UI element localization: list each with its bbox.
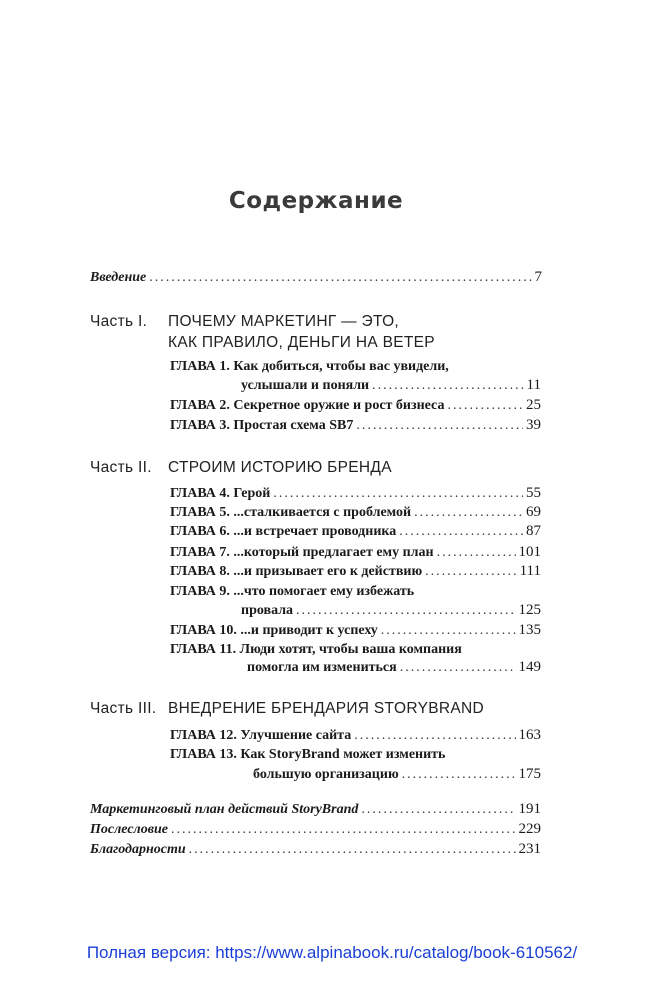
toc-page-number: 25 <box>526 397 541 413</box>
part-heading-3 <box>90 699 484 719</box>
toc-page-number: 55 <box>526 485 541 501</box>
toc-entry-chapter-10[interactable] <box>170 621 541 640</box>
toc-entry-label: ГЛАВА 4. Герой <box>170 486 271 501</box>
toc-entry-label: Введение <box>90 270 147 285</box>
toc-chapter-line: ГЛАВА 1. Как добиться, чтобы вас увидели, <box>170 359 449 374</box>
dot-leader <box>171 821 516 839</box>
part-title-line2: КАК ПРАВИЛО, ДЕНЬГИ НА ВЕТЕР <box>168 334 435 351</box>
dot-leader <box>381 622 516 640</box>
page-title: Содержание <box>228 188 404 214</box>
toc-chapter-line: ГЛАВА 11. Люди хотят, чтобы ваша компания <box>170 642 462 657</box>
toc-page-number: 125 <box>518 602 541 618</box>
toc-page-number: 69 <box>526 504 541 520</box>
toc-entry-chapter-6[interactable] <box>170 522 541 541</box>
full-version-link[interactable]: Полная версия: https://www.alpinabook.ru/catalog/book-610562/ <box>86 943 578 962</box>
toc-entry-chapter-1[interactable] <box>241 376 541 395</box>
toc-entry-label: ГЛАВА 2. Секретное оружие и рост бизнеса <box>170 398 445 413</box>
toc-entry-chapter-4[interactable] <box>170 484 541 503</box>
dot-leader <box>296 602 515 620</box>
toc-entry-label: Послесловие <box>90 822 168 837</box>
part-label: Часть II. <box>90 459 152 476</box>
dot-leader <box>400 659 516 677</box>
toc-entry-chapter-2[interactable] <box>170 396 541 415</box>
toc-page-number: 111 <box>519 563 541 579</box>
toc-entry-chapter-11[interactable] <box>247 658 541 677</box>
dot-leader <box>399 523 523 541</box>
toc-page-number: 149 <box>518 659 541 675</box>
toc-entry-chapter-5[interactable] <box>170 503 541 522</box>
toc-chapter-line: ГЛАВА 9. ...что помогает ему избежать <box>170 584 415 599</box>
part-label: Часть III. <box>90 700 157 717</box>
dot-leader <box>149 269 531 287</box>
toc-entry-chapter-9[interactable] <box>241 601 541 620</box>
dot-leader <box>356 417 523 435</box>
toc-entry-label: ГЛАВА 7. ...который предлагает ему план <box>170 545 434 560</box>
toc-page-number: 7 <box>534 269 542 285</box>
toc-entry-intro[interactable] <box>90 268 542 287</box>
toc-entry-label: ГЛАВА 5. ...сталкивается с проблемой <box>170 505 412 520</box>
toc-entry-chapter-13[interactable] <box>253 765 541 784</box>
toc-entry-chapter-12[interactable] <box>170 726 541 745</box>
toc-chapter-line: ГЛАВА 13. Как StoryBrand может изменить <box>170 747 446 762</box>
toc-page-number: 163 <box>518 727 541 743</box>
toc-page-number: 231 <box>518 841 541 857</box>
dot-leader <box>425 563 516 581</box>
toc-page-number: 87 <box>526 523 541 539</box>
toc-entry-label: провала <box>241 603 294 618</box>
part-title: СТРОИМ ИСТОРИЮ БРЕНДА <box>168 459 392 476</box>
toc-entry-label: Маркетинговый план действий StoryBrand <box>90 802 359 817</box>
toc-entry-afterword[interactable] <box>90 820 541 839</box>
toc-page-number: 101 <box>518 544 541 560</box>
dot-leader <box>414 504 523 522</box>
toc-page-number: 39 <box>526 417 541 433</box>
toc-entry-label: ГЛАВА 12. Улучшение сайта <box>170 728 352 743</box>
toc-entry-label: большую организацию <box>253 767 399 782</box>
dot-leader <box>437 544 516 562</box>
toc-entry-chapter-8[interactable] <box>170 562 541 581</box>
toc-entry-chapter-7[interactable] <box>170 543 541 562</box>
toc-page-number: 135 <box>518 622 541 638</box>
toc-entry-label: ГЛАВА 8. ...и призывает его к действию <box>170 564 423 579</box>
part-title: ПОЧЕМУ МАРКЕТИНГ — ЭТО, <box>168 313 400 330</box>
dot-leader <box>273 485 523 503</box>
toc-entry-chapter-3[interactable] <box>170 416 541 435</box>
part-heading-1 <box>90 312 399 332</box>
dot-leader <box>189 841 516 859</box>
toc-entry-label: ГЛАВА 6. ...и встречает проводника <box>170 524 397 539</box>
toc-entry-acknowledgements[interactable] <box>90 840 541 859</box>
toc-entry-label: ГЛАВА 10. ...и приводит к успеху <box>170 623 378 638</box>
toc-page-number: 11 <box>526 377 541 393</box>
dot-leader <box>447 397 523 415</box>
dot-leader <box>372 377 523 395</box>
toc-page-number: 175 <box>518 766 541 782</box>
dot-leader <box>361 801 515 819</box>
toc-entry-action-plan[interactable] <box>90 800 541 819</box>
toc-entry-label: помогла им измениться <box>247 660 397 675</box>
dot-leader <box>354 727 515 745</box>
toc-entry-label: Благодарности <box>90 842 186 857</box>
toc-page-number: 229 <box>518 821 541 837</box>
part-heading-2 <box>90 458 392 478</box>
toc-entry-label: услышали и поняли <box>241 378 370 393</box>
part-label: Часть I. <box>90 313 148 330</box>
dot-leader <box>402 766 516 784</box>
part-title: ВНЕДРЕНИЕ БРЕНДАРИЯ STORYBRAND <box>168 700 484 717</box>
toc-page-number: 191 <box>518 801 541 817</box>
toc-entry-label: ГЛАВА 3. Простая схема SB7 <box>170 418 354 433</box>
